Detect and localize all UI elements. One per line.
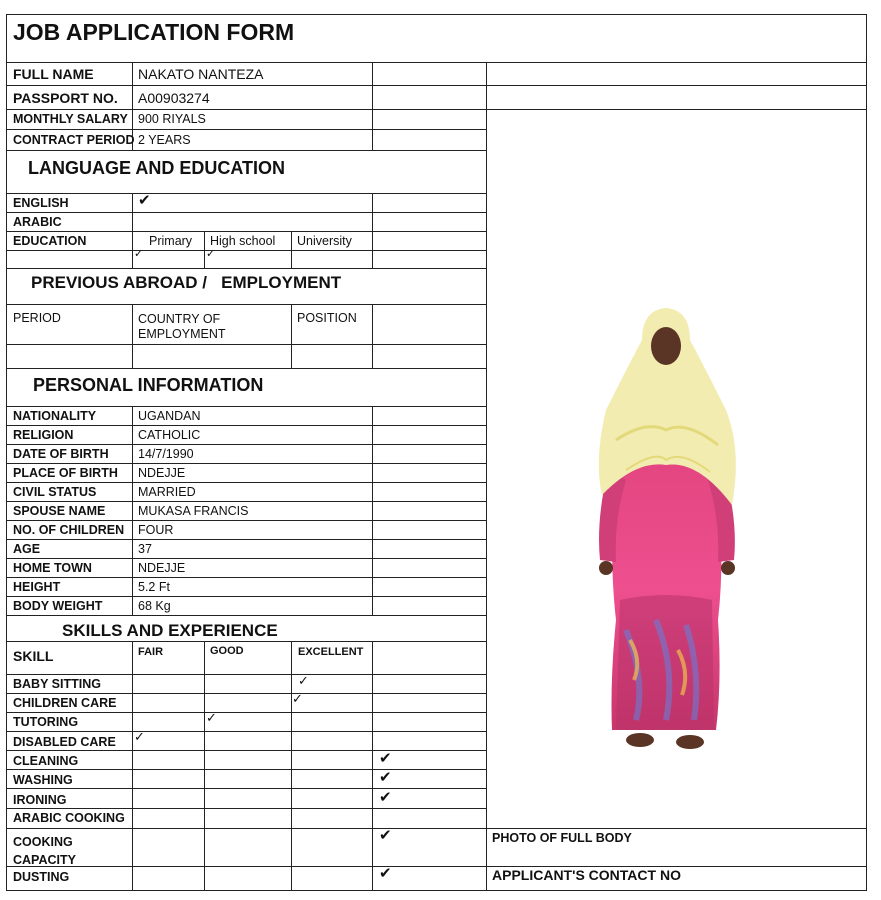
skill-cooking-capacity: COOKING CAPACITY — [13, 835, 76, 867]
birthplace-value: NDEJJE — [138, 466, 186, 480]
primary-check: ✓ — [134, 248, 144, 260]
education-high-school: High school — [210, 234, 276, 248]
contract-value: 2 YEARS — [138, 133, 191, 147]
rule — [6, 520, 486, 521]
skill-cleaning: CLEANING — [13, 754, 79, 768]
spouse-value: MUKASA FRANCIS — [138, 504, 249, 518]
dob-value: 14/7/1990 — [138, 447, 194, 461]
children-label: NO. OF CHILDREN — [13, 523, 125, 537]
age-label: AGE — [13, 542, 41, 556]
height-value: 5.2 Ft — [138, 580, 170, 594]
spouse-label: SPOUSE NAME — [13, 504, 106, 518]
applicant-photo — [586, 300, 746, 760]
rule — [132, 304, 133, 369]
dob-label: DATE OF BIRTH — [13, 447, 109, 461]
rule — [6, 109, 866, 110]
rule — [6, 268, 486, 269]
religion-value: CATHOLIC — [138, 428, 201, 442]
civil-status-value: MARRIED — [138, 485, 196, 499]
fair-header: FAIR — [138, 646, 164, 658]
rule — [486, 62, 487, 891]
skill-disabled-care: DISABLED CARE — [13, 735, 116, 749]
rule — [372, 406, 373, 616]
rule — [6, 808, 486, 809]
rule — [6, 750, 486, 751]
skill-washing: WASHING — [13, 773, 73, 787]
rule — [6, 406, 486, 407]
rule — [372, 193, 373, 269]
rule — [132, 641, 133, 891]
religion-label: RELIGION — [13, 428, 74, 442]
skill-baby-sitting: BABY SITTING — [13, 677, 101, 691]
abroad-heading: PREVIOUS ABROAD / EMPLOYMENT — [31, 273, 342, 292]
rule — [6, 731, 486, 732]
photo-label: PHOTO OF FULL BODY — [492, 831, 632, 845]
ironing-check: ✔ — [379, 789, 392, 806]
rule — [6, 501, 486, 502]
rule — [6, 890, 866, 891]
rule — [6, 539, 486, 540]
rule — [6, 14, 7, 891]
disabled-care-check: ✓ — [134, 729, 145, 744]
rule — [372, 304, 373, 369]
children-care-check: ✓ — [292, 691, 303, 706]
personal-heading: PERSONAL INFORMATION — [33, 375, 264, 395]
rule — [6, 712, 486, 713]
rule — [6, 866, 866, 867]
education-label: EDUCATION — [13, 234, 87, 248]
rule — [204, 231, 205, 269]
passport-value: A00903274 — [138, 90, 210, 106]
form-title: JOB APPLICATION FORM — [13, 19, 295, 45]
rule — [6, 14, 866, 15]
contact-label: APPLICANT'S CONTACT NO — [492, 867, 681, 883]
nationality-value: UGANDAN — [138, 409, 201, 423]
birthplace-label: PLACE OF BIRTH — [13, 466, 118, 480]
cleaning-check: ✔ — [379, 750, 392, 767]
rule — [291, 304, 292, 369]
baby-sitting-check: ✓ — [298, 673, 309, 688]
weight-label: BODY WEIGHT — [13, 599, 103, 613]
rule — [6, 231, 486, 232]
english-label: ENGLISH — [13, 196, 69, 210]
good-header: GOOD — [210, 645, 244, 657]
rule — [6, 641, 486, 642]
rule — [6, 212, 486, 213]
rule — [6, 444, 486, 445]
tutoring-check: ✓ — [206, 710, 217, 725]
skills-heading: SKILLS AND EXPERIENCE — [62, 621, 278, 640]
rule — [6, 482, 486, 483]
skill-tutoring: TUTORING — [13, 715, 79, 729]
rule — [6, 828, 866, 829]
washing-check: ✔ — [379, 769, 392, 786]
hometown-label: HOME TOWN — [13, 561, 92, 575]
skill-dusting: DUSTING — [13, 870, 70, 884]
rule — [6, 596, 486, 597]
rule — [6, 344, 486, 345]
rule — [6, 674, 486, 675]
full-name-value: NAKATO NANTEZA — [138, 66, 264, 82]
rule — [6, 693, 486, 694]
rule — [6, 368, 486, 369]
salary-value: 900 RIYALS — [138, 112, 206, 126]
contract-label: CONTRACT PERIOD — [13, 133, 135, 147]
rule — [6, 304, 486, 305]
rule — [132, 406, 133, 616]
weight-value: 68 Kg — [138, 599, 171, 613]
rule — [132, 193, 133, 269]
rule — [6, 85, 866, 86]
skill-ironing: IRONING — [13, 793, 67, 807]
cooking-capacity-check: ✔ — [379, 827, 392, 844]
rule — [291, 231, 292, 269]
passport-label: PASSPORT NO. — [13, 90, 118, 106]
rule — [6, 577, 486, 578]
abroad-country-header: COUNTRY OF EMPLOYMENT — [138, 312, 226, 341]
rule — [6, 129, 486, 130]
rule — [6, 250, 486, 251]
excellent-header: EXCELLENT — [298, 646, 364, 658]
english-check: ✔ — [138, 192, 151, 209]
skill-arabic-cooking: ARABIC COOKING — [13, 811, 125, 825]
nationality-label: NATIONALITY — [13, 409, 97, 423]
high-school-check: ✓ — [206, 248, 216, 260]
age-value: 37 — [138, 542, 152, 556]
rule — [6, 769, 486, 770]
rule — [6, 193, 486, 194]
skill-header: SKILL — [13, 648, 54, 664]
children-value: FOUR — [138, 523, 174, 537]
full-name-label: FULL NAME — [13, 66, 94, 82]
education-primary: Primary — [149, 234, 193, 248]
skill-children-care: CHILDREN CARE — [13, 696, 117, 710]
rule — [6, 558, 486, 559]
rule — [6, 425, 486, 426]
language-heading: LANGUAGE AND EDUCATION — [28, 158, 285, 178]
salary-label: MONTHLY SALARY — [13, 112, 128, 126]
abroad-period-header: PERIOD — [13, 311, 61, 325]
rule — [6, 150, 486, 151]
rule — [6, 788, 486, 789]
dusting-check: ✔ — [379, 865, 392, 882]
rule — [291, 641, 292, 891]
rule — [372, 641, 373, 891]
height-label: HEIGHT — [13, 580, 61, 594]
rule — [6, 615, 486, 616]
rule — [204, 641, 205, 891]
hometown-value: NDEJJE — [138, 561, 186, 575]
rule — [6, 463, 486, 464]
rule — [866, 14, 867, 891]
rule — [372, 62, 373, 151]
abroad-position-header: POSITION — [297, 311, 357, 325]
civil-status-label: CIVIL STATUS — [13, 485, 97, 499]
rule — [6, 62, 866, 63]
arabic-label: ARABIC — [13, 215, 62, 229]
education-university: University — [297, 234, 352, 248]
